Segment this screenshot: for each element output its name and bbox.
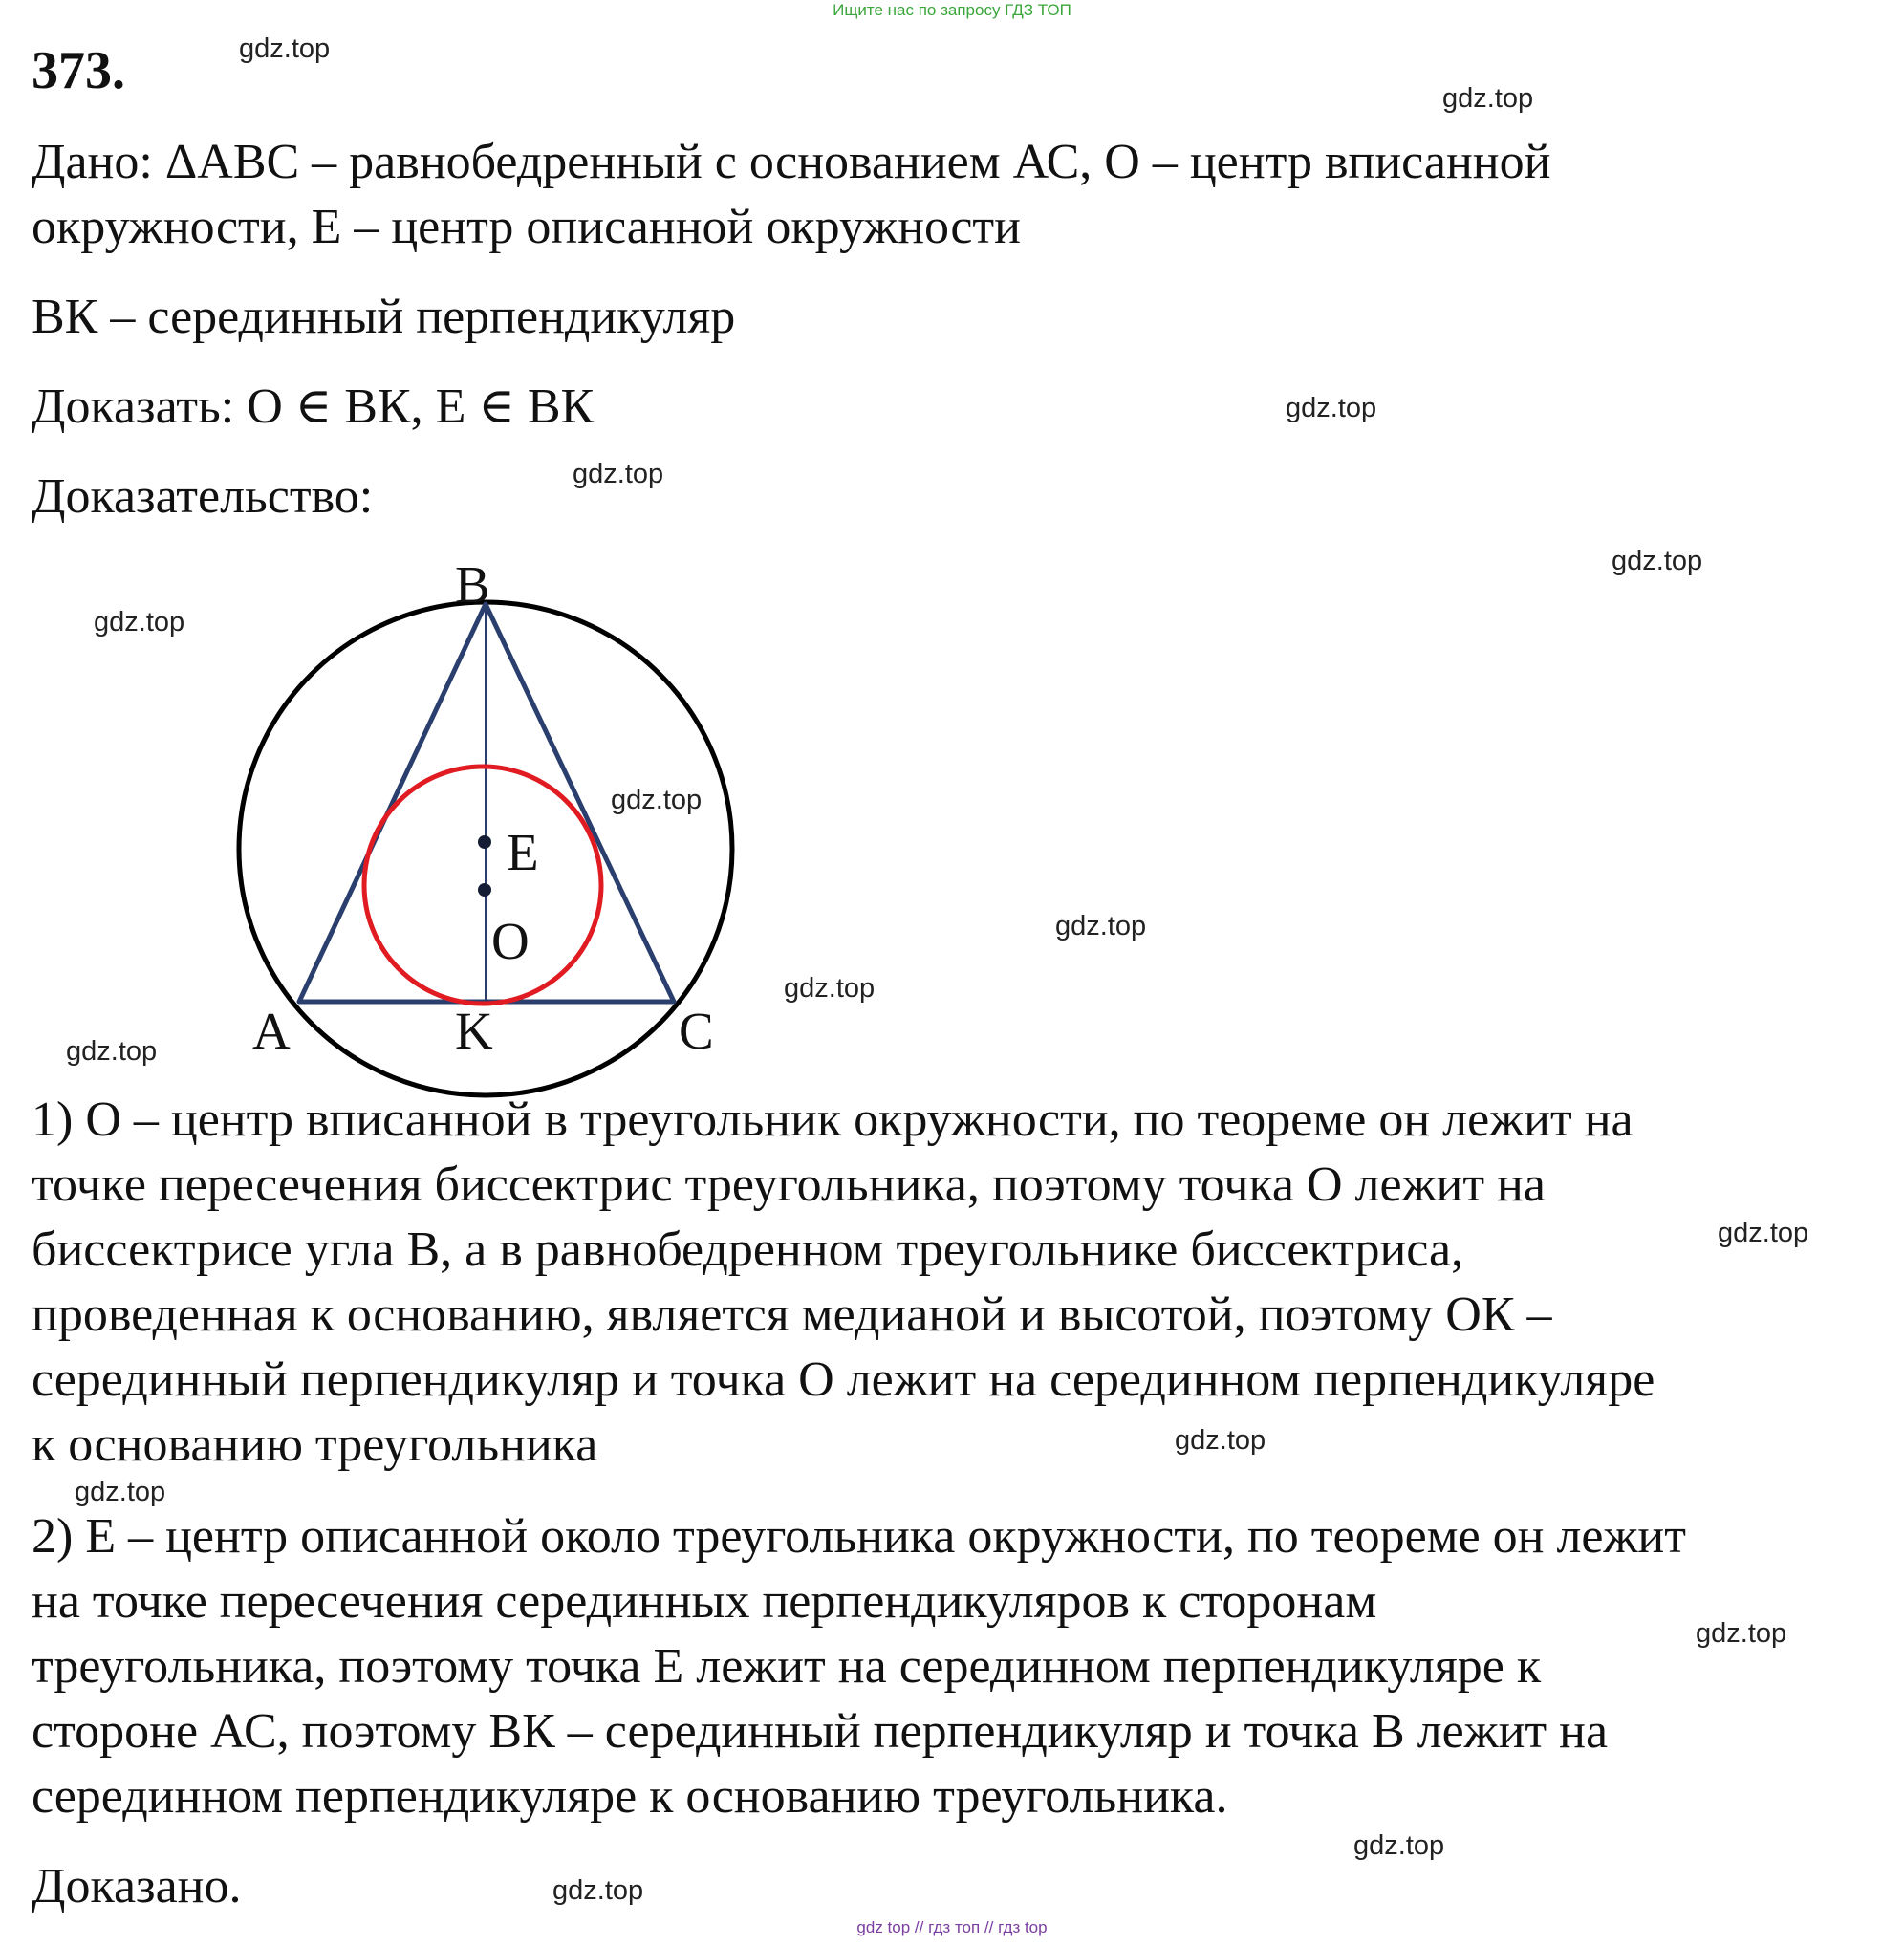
- step1-line: серединный перпендикуляр и точка О лежит на серединном перпендикуляре: [32, 1352, 1655, 1407]
- label-b: B: [455, 555, 490, 614]
- watermark: gdz.top: [1286, 393, 1377, 423]
- step2-line: 2) Е – центр описанной около треугольника окружности, по теореме он лежит: [32, 1509, 1686, 1564]
- watermark: gdz.top: [1612, 546, 1703, 576]
- problem-number: 373.: [32, 41, 125, 100]
- watermark: gdz.top: [239, 33, 331, 64]
- watermark: gdz.top: [75, 1477, 166, 1507]
- prove-line: Доказать: О ∈ ВК, Е ∈ ВК: [32, 379, 595, 434]
- label-c: C: [679, 1002, 714, 1060]
- label-a: A: [252, 1002, 291, 1060]
- label-e: E: [507, 823, 539, 881]
- watermark: gdz.top: [66, 1036, 158, 1067]
- watermark: gdz.top: [573, 459, 664, 489]
- bk-line: ВК – серединный перпендикуляр: [32, 290, 736, 344]
- step2-line: на точке пересечения серединных перпендикуляров к сторонам: [32, 1574, 1377, 1629]
- watermark: gdz.top: [1442, 83, 1534, 114]
- step2-line: треугольника, поэтому точка Е лежит на серединном перпендикуляре к: [32, 1639, 1542, 1694]
- watermark: gdz.top: [1055, 911, 1147, 941]
- given-line-1: Дано: ΔАВС – равнобедренный с основанием АС, О – центр вписанной: [32, 135, 1551, 189]
- step1-line: проведенная к основанию, является медианой и высотой, поэтому ОК –: [32, 1287, 1552, 1342]
- watermark: gdz.top: [1696, 1618, 1787, 1649]
- step2-line: стороне АС, поэтому ВК – серединный перпендикуляр и точка В лежит на: [32, 1704, 1609, 1759]
- conclusion: Доказано.: [32, 1859, 242, 1914]
- given-line-2: окружности, Е – центр описанной окружности: [32, 200, 1021, 254]
- step2-line: серединном перпендикуляре к основанию треугольника.: [32, 1769, 1228, 1824]
- step1-line: 1) О – центр вписанной в треугольник окружности, по теореме он лежит на: [32, 1092, 1634, 1147]
- proof-heading: Доказательство:: [32, 469, 374, 524]
- watermark: gdz.top: [1175, 1425, 1266, 1456]
- top-banner[interactable]: Ищите нас по запросу ГДЗ ТОП: [833, 1, 1071, 19]
- watermark: gdz.top: [1718, 1218, 1809, 1248]
- label-k: K: [455, 1002, 493, 1060]
- point-e: [478, 835, 491, 849]
- step1-line: точке пересечения биссектрис треугольника, поэтому точка О лежит на: [32, 1157, 1546, 1212]
- watermark: gdz.top: [94, 607, 185, 638]
- bottom-banner[interactable]: gdz top // гдз топ // гдз top: [856, 1918, 1048, 1936]
- step1-line: биссектрисе угла В, а в равнобедренном треугольнике биссектриса,: [32, 1222, 1464, 1277]
- point-o: [478, 883, 491, 897]
- watermark: gdz.top: [611, 785, 703, 815]
- watermark: gdz.top: [552, 1875, 644, 1906]
- watermark: gdz.top: [1353, 1830, 1445, 1861]
- label-o: O: [491, 912, 530, 970]
- watermark: gdz.top: [784, 973, 876, 1004]
- step1-line: к основанию треугольника: [32, 1417, 598, 1472]
